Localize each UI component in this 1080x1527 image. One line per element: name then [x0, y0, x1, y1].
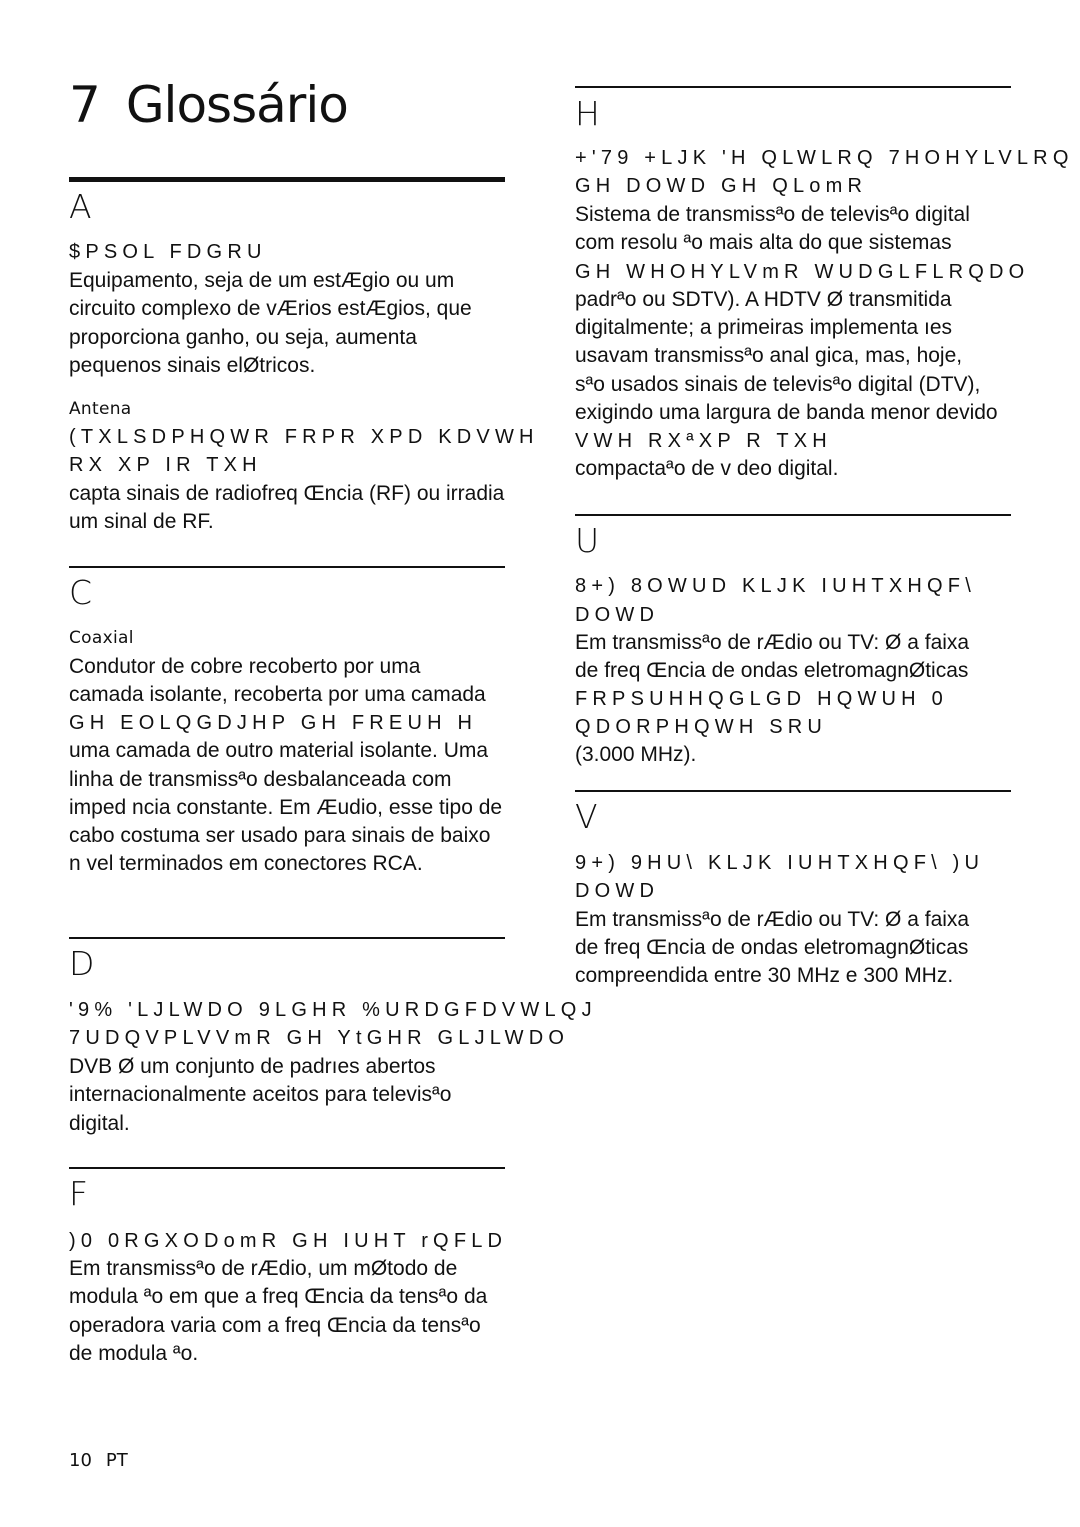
- term-heading: DOWD: [575, 604, 660, 626]
- term-heading: 8+) 8OWUD KLJK IUHTXHQF\: [575, 575, 976, 597]
- definition-line: cabo costuma ser usado para sinais de baixo: [69, 824, 491, 847]
- term-heading: $PSOL FDGRU: [69, 241, 267, 263]
- definition-line: GH WHOHYLVmR WUDGLFLRQDO: [575, 261, 1030, 283]
- definition-line: compreendida entre 30 MHz e 300 MHz.: [575, 964, 954, 987]
- definition-line: Em transmissªo de rÆdio ou TV: Ø a faixa: [575, 908, 970, 931]
- section-letter-d: D: [69, 944, 95, 983]
- definition-line: Equipamento, seja de um estÆgio ou um: [69, 269, 455, 292]
- page-number: 10: [69, 1450, 92, 1471]
- section-letter-u: U: [575, 521, 600, 560]
- section-divider: [575, 790, 1011, 792]
- definition-line: operadora varia com a freq Œncia da tensªo: [69, 1314, 481, 1337]
- section-divider: [69, 177, 505, 182]
- definition-line: imped ncia constante. Em Æudio, esse tipo de: [69, 796, 503, 819]
- term-heading: Coaxial: [69, 628, 134, 648]
- definition-line: (3.000 MHz).: [575, 743, 697, 766]
- definition-line: DVB Ø um conjunto de padrıes abertos: [69, 1055, 436, 1078]
- definition-line: um sinal de RF.: [69, 510, 214, 533]
- section-divider: [575, 514, 1011, 516]
- definition-line: sªo usados sinais de televisªo digital (DTV),: [575, 373, 981, 396]
- definition-line: uma camada de outro material isolante. Uma: [69, 739, 489, 762]
- term-heading: 9+) 9HU\ KLJK IUHTXHQF\ )U: [575, 852, 985, 874]
- definition-line: com resolu ªo mais alta do que sistemas: [575, 231, 952, 254]
- definition-line: modula ªo em que a freq Œncia da tensªo da: [69, 1285, 488, 1308]
- definition-line: exigindo uma largura de banda menor devido: [575, 401, 998, 424]
- definition-line: GH EOLQGDJHP GH FREUH H: [69, 712, 478, 734]
- definition-line: circuito complexo de vÆrios estÆgios, que: [69, 297, 472, 320]
- definition-line: Em transmissªo de rÆdio, um mØtodo de: [69, 1257, 458, 1280]
- definition-line: Sistema de transmissªo de televisªo digital: [575, 203, 970, 226]
- page-title: [69, 76, 374, 134]
- definition-line: compactaªo de v deo digital.: [575, 457, 839, 480]
- term-heading: )0 0RGXODomR GH IUHT rQFLD: [69, 1230, 508, 1252]
- term-heading: '9% 'LJLWDO 9LGHR %URDGFDVWLQJ: [69, 999, 597, 1021]
- section-letter-h: H: [575, 94, 600, 133]
- definition-line: n vel terminados em conectores RCA.: [69, 852, 423, 875]
- definition-line: digital.: [69, 1112, 130, 1135]
- section-divider: [69, 937, 505, 939]
- term-heading: Antena: [69, 399, 132, 419]
- definition-line: de freq Œncia de ondas eletromagnØticas: [575, 659, 969, 682]
- term-heading: DOWD: [575, 880, 660, 902]
- section-divider: [575, 86, 1011, 88]
- definition-line: padrªo ou SDTV). A HDTV Ø transmitida: [575, 288, 952, 311]
- chapter-title: Glossário: [125, 76, 348, 134]
- definition-line: Em transmissªo de rÆdio ou TV: Ø a faixa: [575, 631, 970, 654]
- definition-line: camada isolante, recoberta por uma camada: [69, 683, 486, 706]
- definition-line: FRPSUHHQGLGD HQWUH 0: [575, 688, 948, 710]
- definition-line: proporciona ganho, ou seja, aumenta: [69, 326, 417, 349]
- section-letter-v: V: [575, 797, 598, 836]
- definition-line: linha de transmissªo desbalanceada com: [69, 768, 452, 791]
- definition-line: de modula ªo.: [69, 1342, 199, 1365]
- term-heading: 7UDQVPLVVmR GH YtGHR GLJLWDO: [69, 1027, 570, 1049]
- definition-line: de freq Œncia de ondas eletromagnØticas: [575, 936, 969, 959]
- section-divider: [69, 1167, 505, 1169]
- definition-line: internacionalmente aceitos para televisªo: [69, 1083, 452, 1106]
- language-code: PT: [105, 1450, 128, 1471]
- section-letter-f: F: [69, 1174, 88, 1213]
- definition-line: QDORPHQWH SRU: [575, 716, 828, 738]
- chapter-number: 7: [69, 76, 100, 134]
- section-letter-a: A: [69, 187, 92, 226]
- definition-line: digitalmente; a primeiras implementa ıes: [575, 316, 952, 339]
- definition-line: VWH RXªXP R TXH: [575, 430, 832, 452]
- term-heading: GH DOWD GH QLomR: [575, 175, 868, 197]
- definition-line: usavam transmissªo anal gica, mas, hoje,: [575, 344, 963, 367]
- term-heading: +'79 +LJK 'H QLWLRQ 7HOHYLVLRQ: [575, 147, 1074, 169]
- section-divider: [69, 566, 505, 568]
- definition-line: (TXLSDPHQWR FRPR XPD KDVWH RX XP IR TXH: [69, 426, 539, 476]
- definition-line: Condutor de cobre recoberto por uma: [69, 655, 421, 678]
- definition-line: capta sinais de radiofreq Œncia (RF) ou irradia: [69, 482, 505, 505]
- section-letter-c: C: [69, 573, 93, 612]
- page-footer: [69, 1450, 142, 1471]
- definition-line: pequenos sinais elØtricos.: [69, 354, 316, 377]
